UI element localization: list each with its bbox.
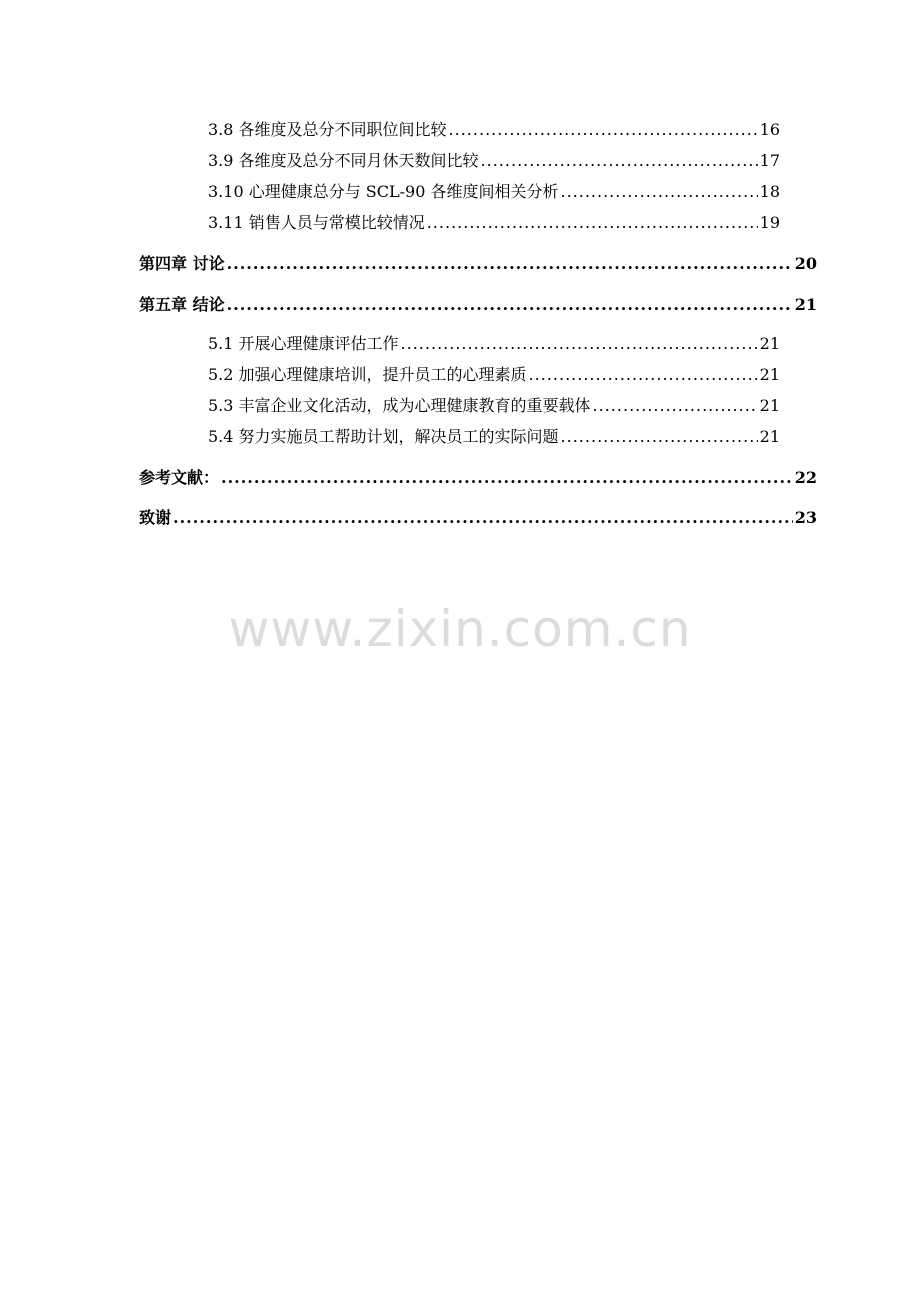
toc-entry-label: 3.9 各维度及总分不同月休天数间比较 — [208, 151, 479, 170]
toc-dot-leader — [529, 365, 758, 385]
toc-dot-leader — [481, 151, 758, 171]
toc-dot-leader — [221, 468, 793, 488]
toc-page-number: 17 — [759, 151, 780, 170]
toc-entry-acknowledgements[interactable] — [139, 508, 817, 528]
toc-page-number: 18 — [759, 182, 780, 201]
toc-dot-leader — [227, 254, 793, 274]
toc-entry-references[interactable] — [139, 468, 817, 488]
toc-entry-label: 5.2 加强心理健康培训，提升员工的心理素质 — [208, 365, 527, 384]
toc-entry-label: 5.3 丰富企业文化活动，成为心理健康教育的重要载体 — [208, 396, 591, 415]
toc-dot-leader — [449, 120, 758, 140]
toc-entry-label: 致谢 — [139, 508, 172, 527]
toc-dot-leader — [561, 427, 758, 447]
toc-dot-leader — [401, 334, 758, 354]
toc-page-number: 20 — [794, 254, 817, 273]
toc-entry-label: 5.1 开展心理健康评估工作 — [208, 334, 399, 353]
toc-dot-leader — [593, 396, 758, 416]
toc-entry-3-10[interactable] — [208, 182, 780, 202]
toc-entry-3-8[interactable] — [208, 120, 780, 140]
toc-dot-leader — [560, 182, 757, 202]
toc-entry-label: 3.11 销售人员与常模比较情况 — [208, 213, 425, 232]
toc-entry-label: 参考文献： — [139, 468, 220, 487]
watermark: www.zixin.com.cn — [228, 600, 692, 658]
toc-page-number: 19 — [759, 213, 780, 232]
toc-page-number: 21 — [759, 334, 780, 353]
toc-entry-label: 第五章 结论 — [139, 295, 225, 314]
toc-page-number: 22 — [794, 468, 817, 487]
toc-page-number: 21 — [794, 295, 817, 314]
toc-entry-3-9[interactable] — [208, 151, 780, 171]
toc-entry-label: 第四章 讨论 — [139, 254, 225, 273]
toc-entry-5-2[interactable] — [208, 365, 780, 385]
toc-dot-leader — [427, 213, 758, 233]
toc-page-number: 21 — [759, 396, 780, 415]
toc-dot-leader — [173, 508, 793, 528]
toc-page-number: 21 — [759, 365, 780, 384]
toc-page-number: 16 — [759, 120, 780, 139]
toc-page-number: 21 — [759, 427, 780, 446]
toc-entry-5-4[interactable] — [208, 427, 780, 447]
toc-entry-label: 3.8 各维度及总分不同职位间比较 — [208, 120, 447, 139]
toc-entry-5-1[interactable] — [208, 334, 780, 354]
toc-entry-label: 5.4 努力实施员工帮助计划，解决员工的实际问题 — [208, 427, 559, 446]
toc-entry-chapter-5[interactable] — [139, 295, 817, 315]
toc-entry-3-11[interactable] — [208, 213, 780, 233]
toc-entry-chapter-4[interactable] — [139, 254, 817, 274]
toc-dot-leader — [227, 295, 793, 315]
toc-entry-5-3[interactable] — [208, 396, 780, 416]
toc-page-number: 23 — [794, 508, 817, 527]
toc-entry-label: 3.10 心理健康总分与 SCL-90 各维度间相关分析 — [208, 182, 559, 201]
